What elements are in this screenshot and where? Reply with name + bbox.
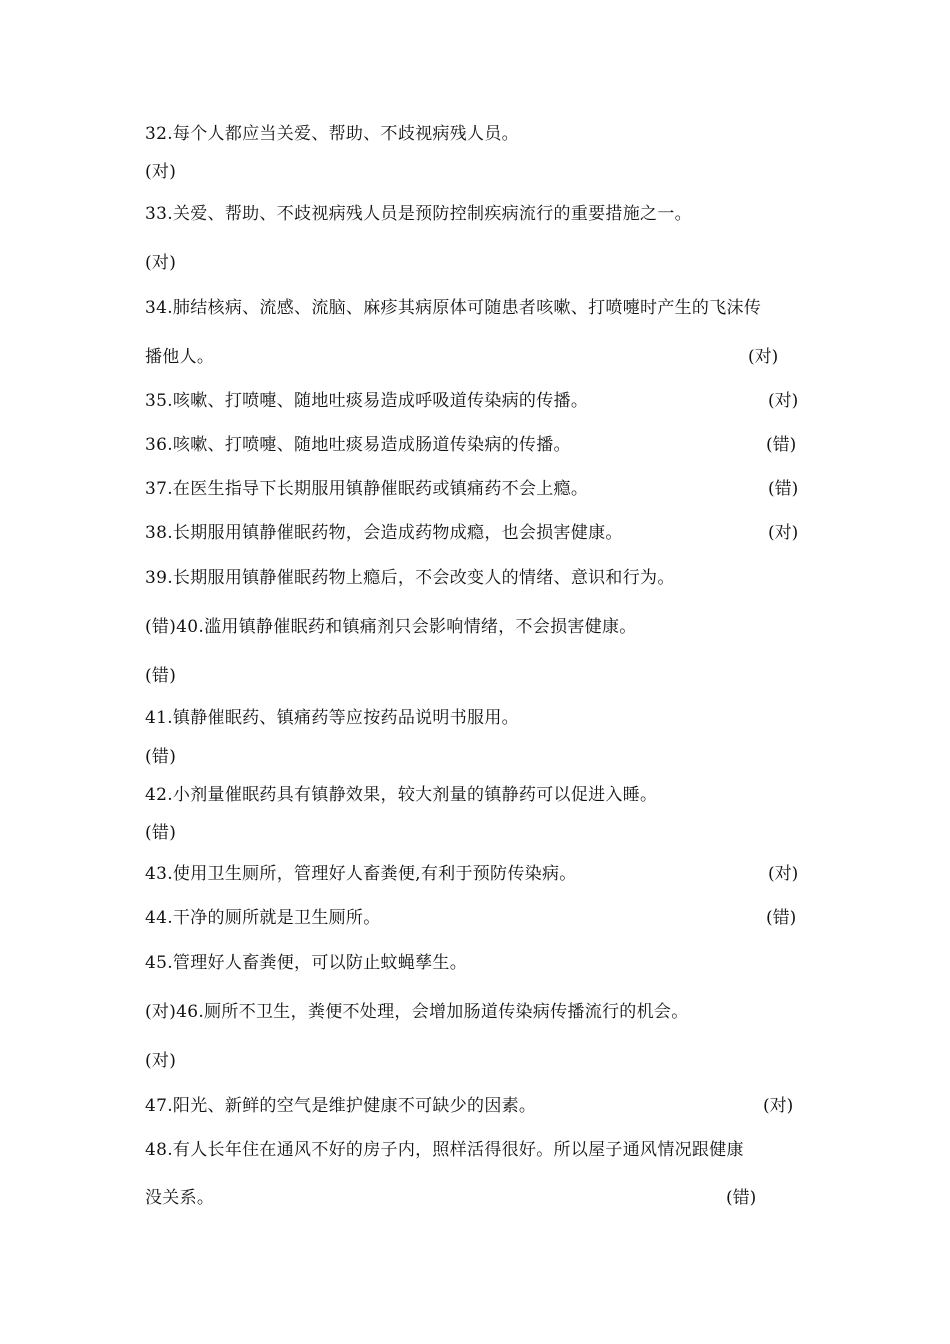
q40-answer: (错) [145,666,177,686]
q38-answer: (对) [768,523,799,543]
q39-text: 39.长期服用镇静催眠药物上瘾后，不会改变人的情绪、意识和行为。 [145,568,675,588]
q46-answer: (对) [145,1051,177,1071]
q48-answer: (错) [726,1188,757,1208]
q36-text: 36.咳嗽、打喷嚏、随地吐痰易造成肠道传染病的传播。 [145,435,571,455]
q32-answer: (对) [145,162,177,182]
q48-text: 48.有人长年住在通风不好的房子内，照样活得很好。所以屋子通风情况跟健康 [145,1140,744,1160]
q36-answer: (错) [766,435,797,455]
q42-answer: (错) [145,823,177,843]
q33-answer: (对) [145,253,177,273]
q37-text: 37.在医生指导下长期服用镇静催眠药或镇痛药不会上瘾。 [145,479,589,499]
q44-text: 44.干净的厕所就是卫生厕所。 [145,908,381,928]
q34-answer: (对) [748,347,779,367]
q44-answer: (错) [766,908,797,928]
q33-text: 33.关爱、帮助、不歧视病残人员是预防控制疾病流行的重要措施之一。 [145,204,692,224]
q42-text: 42.小剂量催眠药具有镇静效果，较大剂量的镇静药可以促进入睡。 [145,785,658,805]
q47-text: 47.阳光、新鲜的空气是维护健康不可缺少的因素。 [145,1096,537,1116]
q35-text: 35.咳嗽、打喷嚏、随地吐痰易造成呼吸道传染病的传播。 [145,391,589,411]
q43-answer: (对) [768,864,799,884]
q41-text: 41.镇静催眠药、镇痛药等应按药品说明书服用。 [145,708,519,728]
q48-text-cont: 没关系。 [145,1188,215,1208]
q46-text: (对)46.厕所不卫生，粪便不处理，会增加肠道传染病传播流行的机会。 [145,1002,689,1022]
q41-answer: (错) [145,747,177,767]
q37-answer: (错) [768,479,799,499]
q35-answer: (对) [768,391,799,411]
q34-text: 34.肺结核病、流感、流脑、麻疹其病原体可随患者咳嗽、打喷嚏时产生的飞沫传 [145,298,762,318]
q43-text: 43.使用卫生厕所，管理好人畜粪便,有利于预防传染病。 [145,864,577,884]
q40-text: (错)40.滥用镇静催眠药和镇痛剂只会影响情绪，不会损害健康。 [145,617,637,637]
q45-text: 45.管理好人畜粪便，可以防止蚊蝇孳生。 [145,953,468,973]
q32-text: 32.每个人都应当关爱、帮助、不歧视病残人员。 [145,124,519,144]
q34-text-cont: 播他人。 [145,347,215,367]
q38-text: 38.长期服用镇静催眠药物，会造成药物成瘾，也会损害健康。 [145,523,623,543]
q47-answer: (对) [763,1096,794,1116]
